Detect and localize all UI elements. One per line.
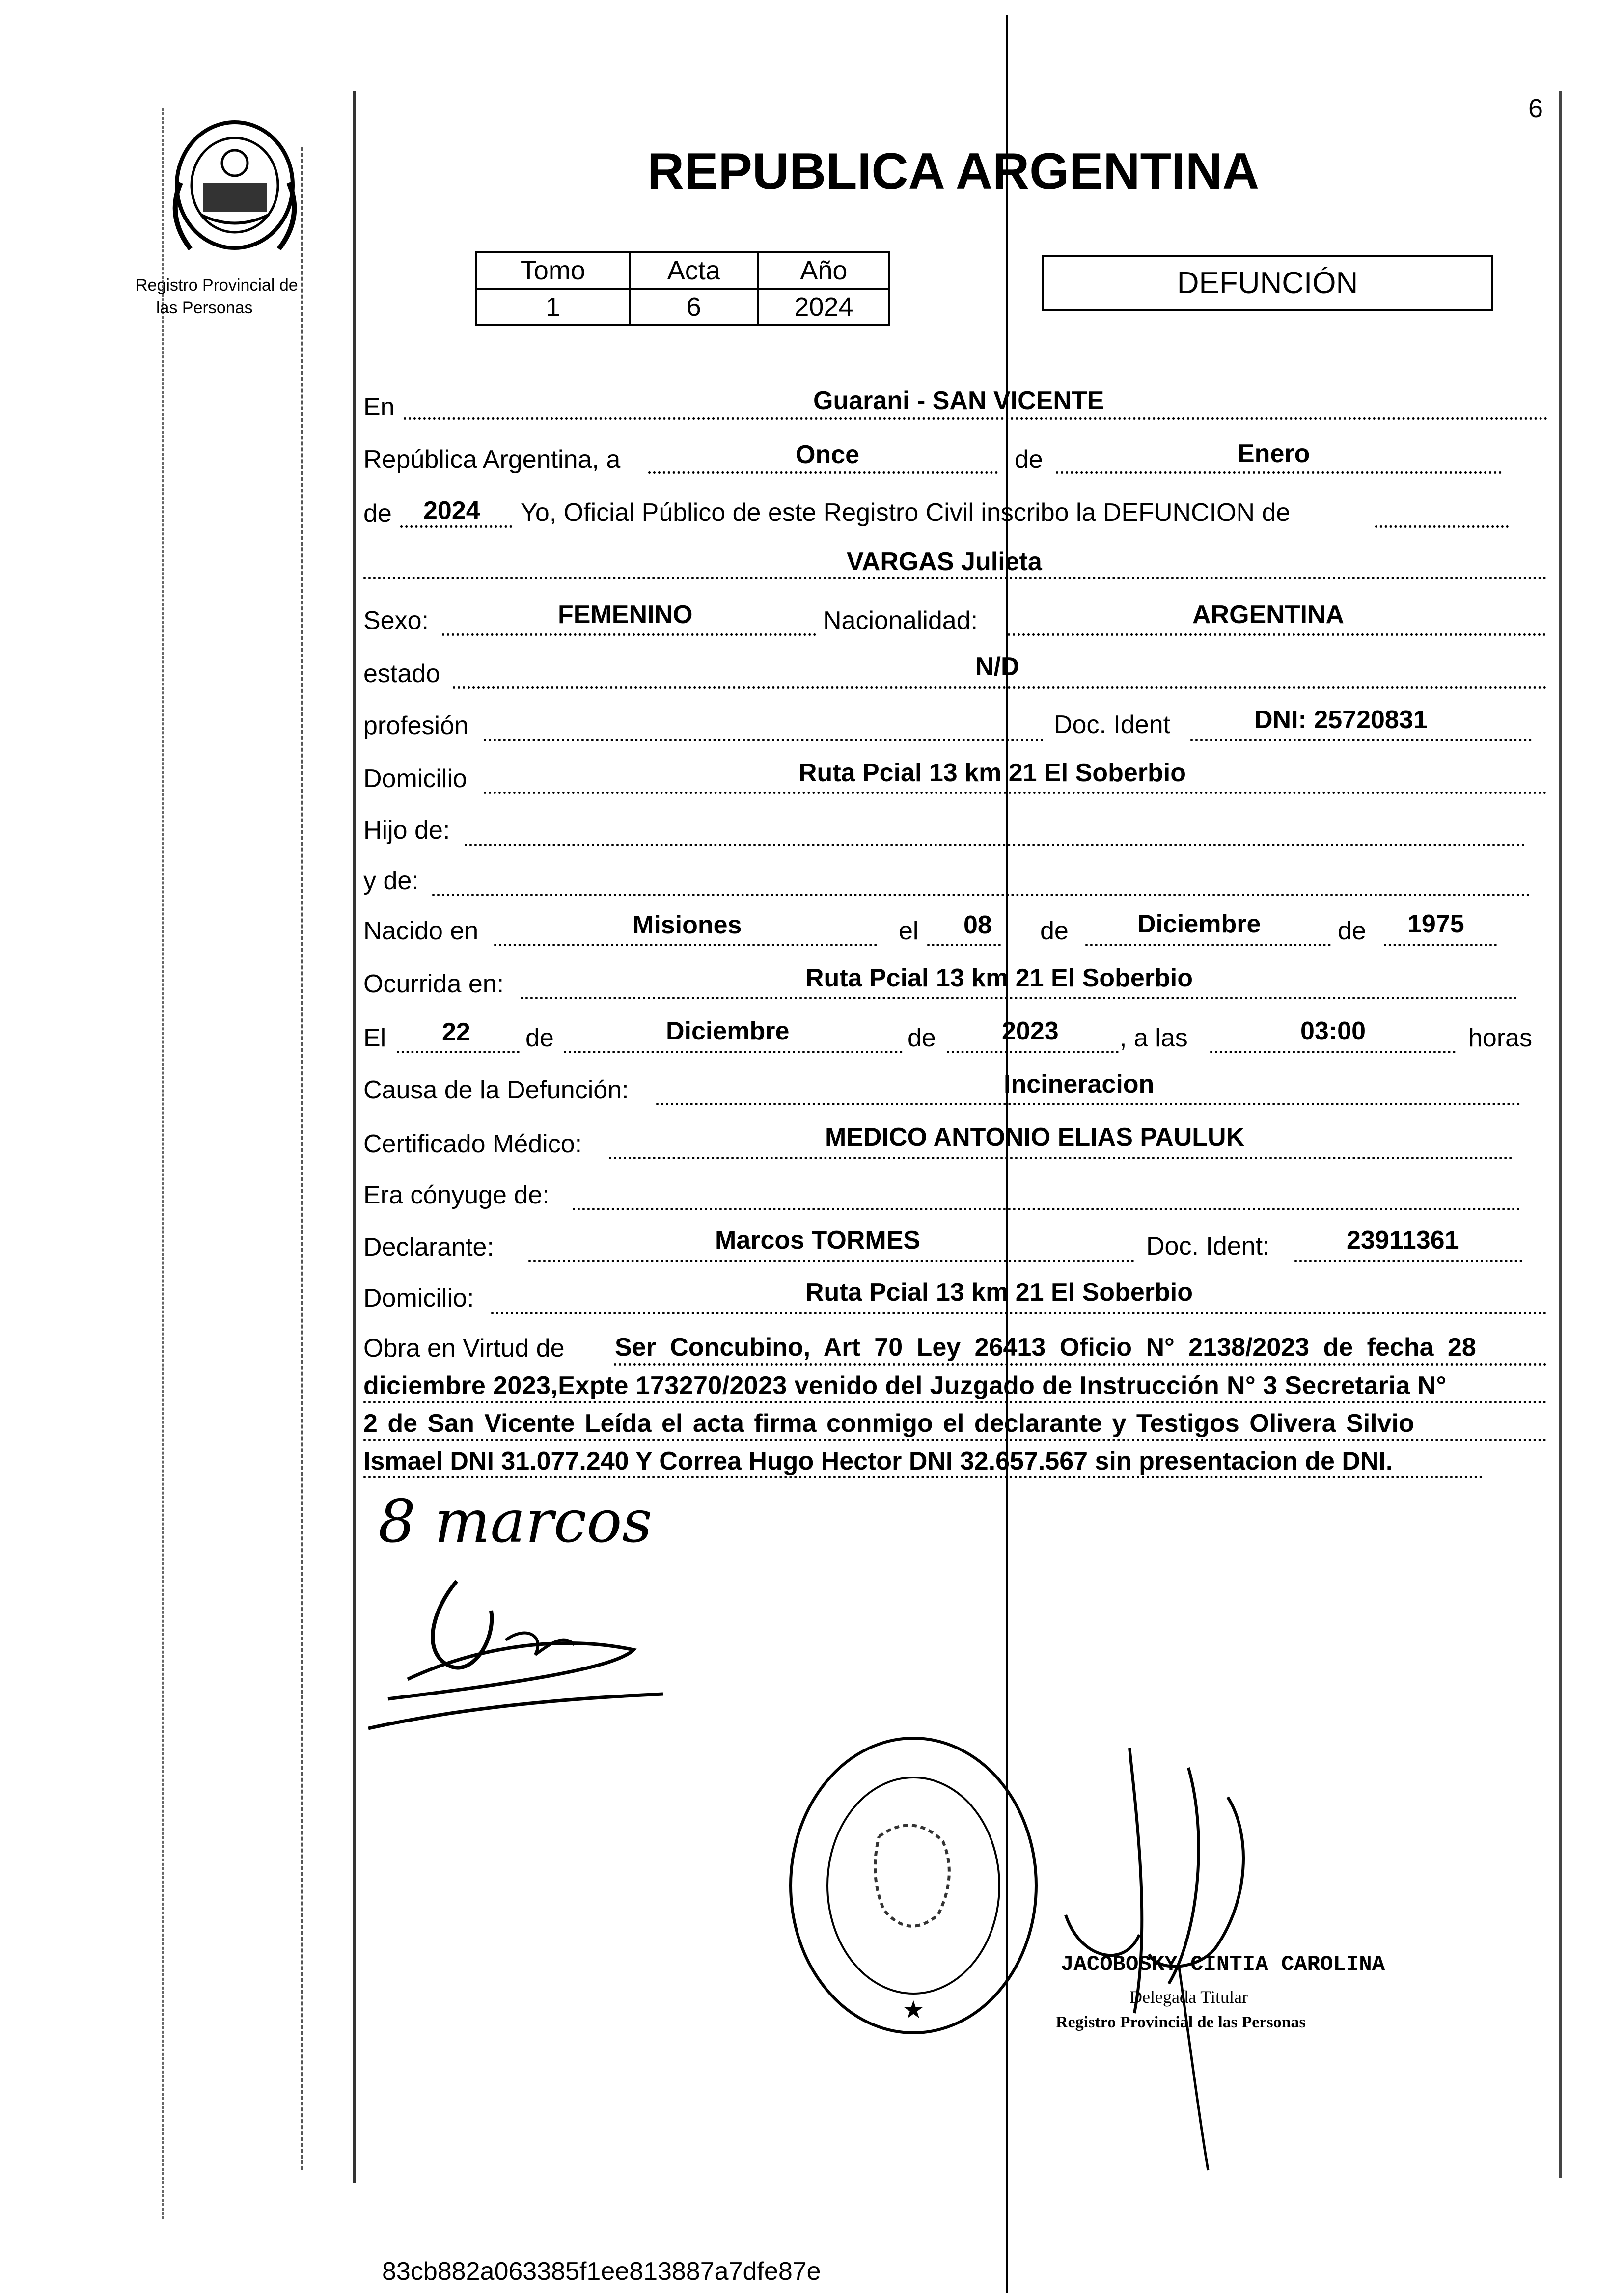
- birth-year-dotline: [1384, 944, 1497, 946]
- horas-label: horas: [1468, 1024, 1533, 1052]
- en-label: En: [363, 393, 395, 421]
- ocurrida-value: Ruta Pcial 13 km 21 El Soberbio: [805, 964, 1193, 992]
- form-left-border: [353, 91, 356, 2183]
- obra-line-1: Ser Concubino, Art 70 Ley 26413 Oficio N° 2138/2023 de fecha 28: [615, 1333, 1476, 1362]
- left-margin-line: [301, 147, 303, 2170]
- death-day: 22: [442, 1018, 470, 1046]
- causa-dotline: [656, 1103, 1520, 1105]
- birth-de-label-2: de: [1338, 917, 1366, 945]
- doc-ident-label: Doc. Ident: [1054, 711, 1171, 739]
- record-type-box: DEFUNCIÓN: [1042, 255, 1493, 311]
- domicilio2-dotline: [491, 1312, 1547, 1314]
- value-tomo: 1: [476, 289, 630, 325]
- sexo-label: Sexo:: [363, 606, 429, 635]
- nacido-label: Nacido en: [363, 917, 479, 945]
- obra-line-3: 2 de San Vicente Leída el acta firma conmigo el declarante y Testigos Olivera Silvio: [363, 1409, 1414, 1438]
- record-table: [475, 251, 890, 326]
- causa-value: Incineracion: [1004, 1070, 1155, 1098]
- name-dotline: [363, 577, 1547, 579]
- sexo-dotline: [442, 633, 816, 636]
- form-right-border: [1559, 91, 1562, 2178]
- month-value: Enero: [1238, 439, 1310, 468]
- obra-dotline-1: [614, 1363, 1547, 1366]
- obra-dotline-2: [363, 1401, 1547, 1403]
- nacionalidad-value: ARGENTINA: [1192, 601, 1345, 629]
- death-year-dotline: [947, 1051, 1119, 1053]
- registry-delegation-stamp: [781, 1728, 1046, 2043]
- death-time: 03:00: [1300, 1017, 1366, 1045]
- page-number: 6: [1528, 94, 1543, 123]
- yde-label: y de:: [363, 867, 419, 895]
- conyuge-dotline: [573, 1208, 1520, 1210]
- official-name: JACOBOSKY CINTIA CAROLINA: [1061, 1952, 1385, 1977]
- registry-label-1: Registro Provincial de: [136, 276, 298, 295]
- domicilio2-label: Domicilio:: [363, 1284, 474, 1312]
- yde-dotline: [432, 894, 1530, 896]
- death-month: Diciembre: [666, 1017, 790, 1045]
- obra-dotline-3: [363, 1439, 1547, 1441]
- de-label: de: [1015, 445, 1043, 474]
- profesion-label: profesión: [363, 711, 468, 740]
- domicilio-value: Ruta Pcial 13 km 21 El Soberbio: [798, 759, 1186, 787]
- death-month-dotline: [564, 1051, 903, 1053]
- domicilio-label: Domicilio: [363, 765, 467, 793]
- declarante-label: Declarante:: [363, 1233, 494, 1261]
- death-year: 2023: [1002, 1017, 1059, 1045]
- obra-label: Obra en Virtud de: [363, 1334, 565, 1363]
- domicilio-dotline: [484, 792, 1547, 794]
- republica-label: República Argentina, a: [363, 445, 621, 474]
- death-de-label: de: [525, 1024, 554, 1052]
- page-title: REPUBLICA ARGENTINA: [647, 143, 1260, 200]
- death-day-dotline: [397, 1051, 520, 1053]
- month-dotline: [1056, 471, 1502, 474]
- ocurrida-label: Ocurrida en:: [363, 970, 504, 998]
- svg-text:★: ★: [902, 1995, 925, 2024]
- death-time-dotline: [1210, 1051, 1456, 1053]
- estado-dotline: [453, 686, 1547, 689]
- record-table-value-row: [476, 289, 889, 325]
- document-hash: 83cb882a063385f1ee813887a7dfe87e: [382, 2257, 821, 2286]
- header-ano: Año: [758, 252, 889, 289]
- doc2-value: 23911361: [1347, 1226, 1459, 1255]
- official-role: Delegada Titular: [1129, 1987, 1248, 2007]
- header-tomo: Tomo: [476, 252, 630, 289]
- profesion-dotline: [484, 739, 1044, 741]
- estado-value: N/D: [975, 653, 1019, 681]
- deceased-name: VARGAS Julieta: [847, 547, 1042, 576]
- value-ano: 2024: [758, 289, 889, 325]
- birth-year: 1975: [1407, 910, 1464, 938]
- official-registry: Registro Provincial de las Personas: [1056, 2013, 1306, 2031]
- domicilio2-value: Ruta Pcial 13 km 21 El Soberbio: [805, 1278, 1193, 1307]
- registry-label-2: las Personas: [156, 299, 253, 317]
- nacionalidad-label: Nacionalidad:: [823, 606, 978, 635]
- en-dotline: [404, 417, 1548, 420]
- doc-ident-dotline: [1190, 739, 1532, 741]
- declarante-value: Marcos TORMES: [715, 1226, 921, 1255]
- nacionalidad-dotline: [1008, 633, 1546, 636]
- year-value: 2024: [423, 496, 480, 525]
- obra-dotline-4: [363, 1476, 1483, 1478]
- conyuge-label: Era cónyuge de:: [363, 1181, 550, 1209]
- inscribo-dotline: [1375, 525, 1509, 528]
- declarant-handwriting-text: 8 marcos: [378, 1488, 653, 1556]
- obra-line-2: diciembre 2023,Expte 173270/2023 venido del Juzgado de Instrucción N° 3 Secretaria N°: [363, 1371, 1447, 1400]
- inscribo-text: Yo, Oficial Público de este Registro Civil inscribo la DEFUNCION de: [521, 498, 1291, 527]
- left-edge-marks: [162, 108, 164, 2219]
- birth-day-dotline: [927, 944, 1001, 946]
- death-el-label: El: [363, 1024, 386, 1052]
- doc-ident-value: DNI: 25720831: [1254, 706, 1428, 734]
- day-value: Once: [796, 440, 860, 469]
- seal-lettering: [169, 111, 302, 253]
- birth-day: 08: [963, 911, 992, 939]
- ocurrida-dotline: [521, 997, 1517, 999]
- sexo-value: FEMENINO: [558, 601, 693, 629]
- obra-line-4: Ismael DNI 31.077.240 Y Correa Hugo Hector DNI 32.657.567 sin presentacion de DNI.: [363, 1447, 1393, 1476]
- declarante-dotline: [528, 1260, 1134, 1262]
- death-de-label-2: de: [908, 1024, 936, 1052]
- year-dotline: [400, 525, 512, 528]
- declarant-signature-mark: [358, 1552, 702, 1738]
- day-dotline: [648, 471, 998, 474]
- en-value: Guarani - SAN VICENTE: [813, 386, 1104, 415]
- nacido-value: Misiones: [633, 911, 742, 939]
- year-prefix-label: de: [363, 499, 392, 528]
- alas-label: , a las: [1120, 1024, 1188, 1052]
- certificado-value: MEDICO ANTONIO ELIAS PAULUK: [825, 1123, 1245, 1151]
- record-table-header-row: [476, 252, 889, 289]
- nacido-dotline: [494, 944, 877, 946]
- estado-label: estado: [363, 659, 440, 688]
- birth-month: Diciembre: [1137, 910, 1261, 938]
- birth-de-label: de: [1040, 917, 1069, 945]
- hijo-label: Hijo de:: [363, 816, 450, 845]
- hijo-dotline: [465, 844, 1525, 846]
- el-label: el: [899, 917, 919, 945]
- birth-month-dotline: [1085, 944, 1331, 946]
- certificado-dotline: [609, 1157, 1513, 1159]
- value-acta: 6: [630, 289, 758, 325]
- doc2-label: Doc. Ident:: [1146, 1232, 1270, 1260]
- causa-label: Causa de la Defunción:: [363, 1076, 629, 1104]
- header-acta: Acta: [630, 252, 758, 289]
- certificado-label: Certificado Médico:: [363, 1130, 582, 1158]
- doc2-dotline: [1294, 1260, 1522, 1262]
